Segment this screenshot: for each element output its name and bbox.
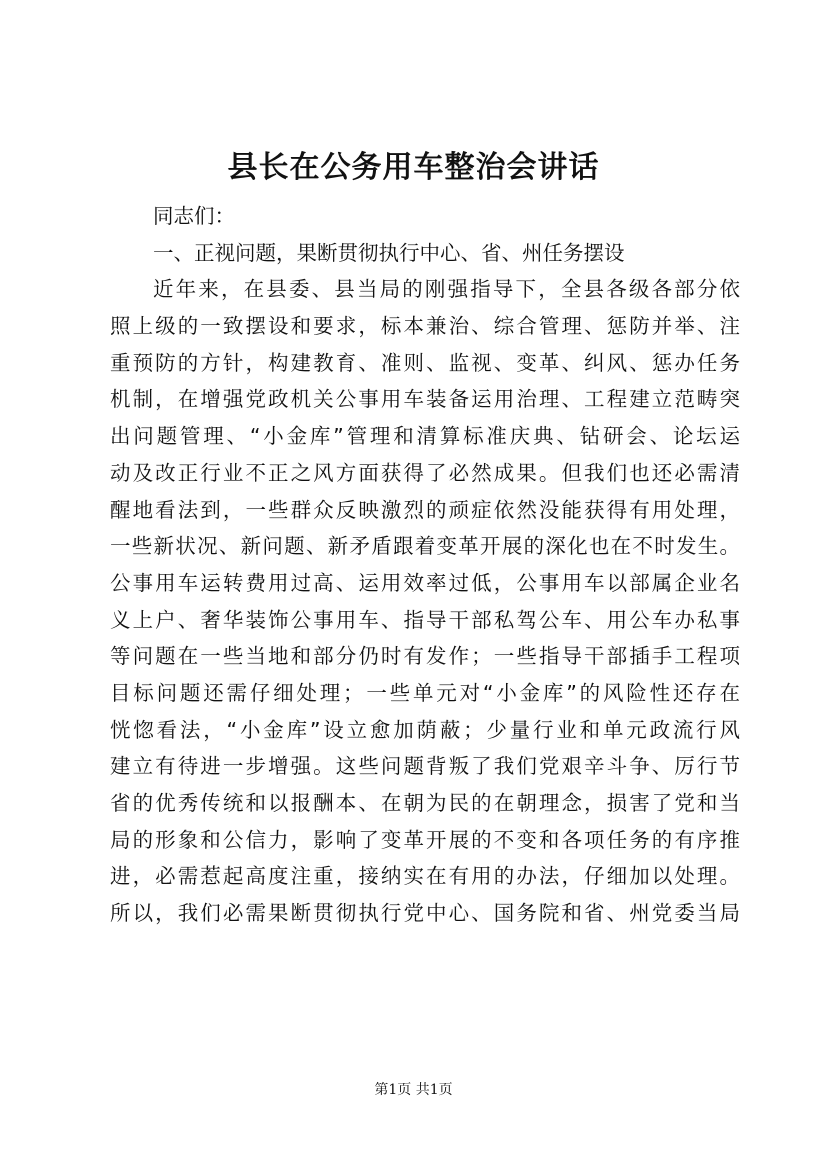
paragraph-line: 恍惚看法，“小金库”设立愈加荫蔽；少量行业和单元政流行风 [110, 717, 740, 742]
greeting-line: 同志们： [153, 204, 235, 228]
page-footer: 第1页 共1页 [374, 1082, 453, 1098]
paragraph-line: 所以，我们必需果断贯彻执行党中心、国务院和省、州党委当局 [110, 901, 740, 926]
paragraph-line: 目标问题还需仔细处理；一些单元对“小金库”的风险性还存在 [110, 680, 740, 705]
paragraph-line: 醒地看法到，一些群众反映激烈的顽症依然没能获得有用处理， [110, 497, 740, 522]
paragraph-line: 动及改正行业不正之风方面获得了必然成果。但我们也还必需清 [110, 460, 740, 485]
paragraph-line: 重预防的方针，构建教育、准则、监视、变革、纠风、惩办任务 [110, 350, 740, 375]
paragraph-line: 照上级的一致摆设和要求，标本兼治、综合管理、惩防并举、注 [110, 314, 740, 339]
paragraph-line: 局的形象和公信力，影响了变革开展的不变和各项任务的有序推 [110, 827, 740, 852]
section-heading: 一、正视问题，果断贯彻执行中心、省、州任务摆设 [153, 240, 625, 265]
paragraph-line: 近年来，在县委、县当局的刚强指导下，全县各级各部分依 [153, 277, 740, 302]
paragraph-line: 公事用车运转费用过高、运用效率过低，公事用车以部属企业名 [110, 570, 740, 595]
document-title: 县长在公务用车整治会讲话 [227, 150, 600, 185]
paragraph-line: 一些新状况、新问题、新矛盾跟着变革开展的深化也在不时发生。 [110, 534, 740, 559]
paragraph-line: 进，必需惹起高度注重，接纳实在有用的办法，仔细加以处理。 [110, 864, 740, 889]
document-body [110, 198, 740, 932]
paragraph-line: 省的优秀传统和以报酬本、在朝为民的在朝理念，损害了党和当 [110, 791, 740, 815]
paragraph-line: 出问题管理、“小金库”管理和清算标准庆典、钻研会、论坛运 [110, 424, 740, 449]
paragraph-line: 义上户、奢华装饰公事用车、指导干部私驾公车、用公车办私事 [110, 607, 740, 632]
paragraph-line: 建立有待进一步增强。这些问题背叛了我们党艰辛斗争、厉行节 [110, 754, 740, 779]
paragraph-line: 机制，在增强党政机关公事用车装备运用治理、工程建立范畴突 [110, 387, 740, 412]
paragraph-line: 等问题在一些当地和部分仍时有发作；一些指导干部插手工程项 [110, 644, 740, 669]
